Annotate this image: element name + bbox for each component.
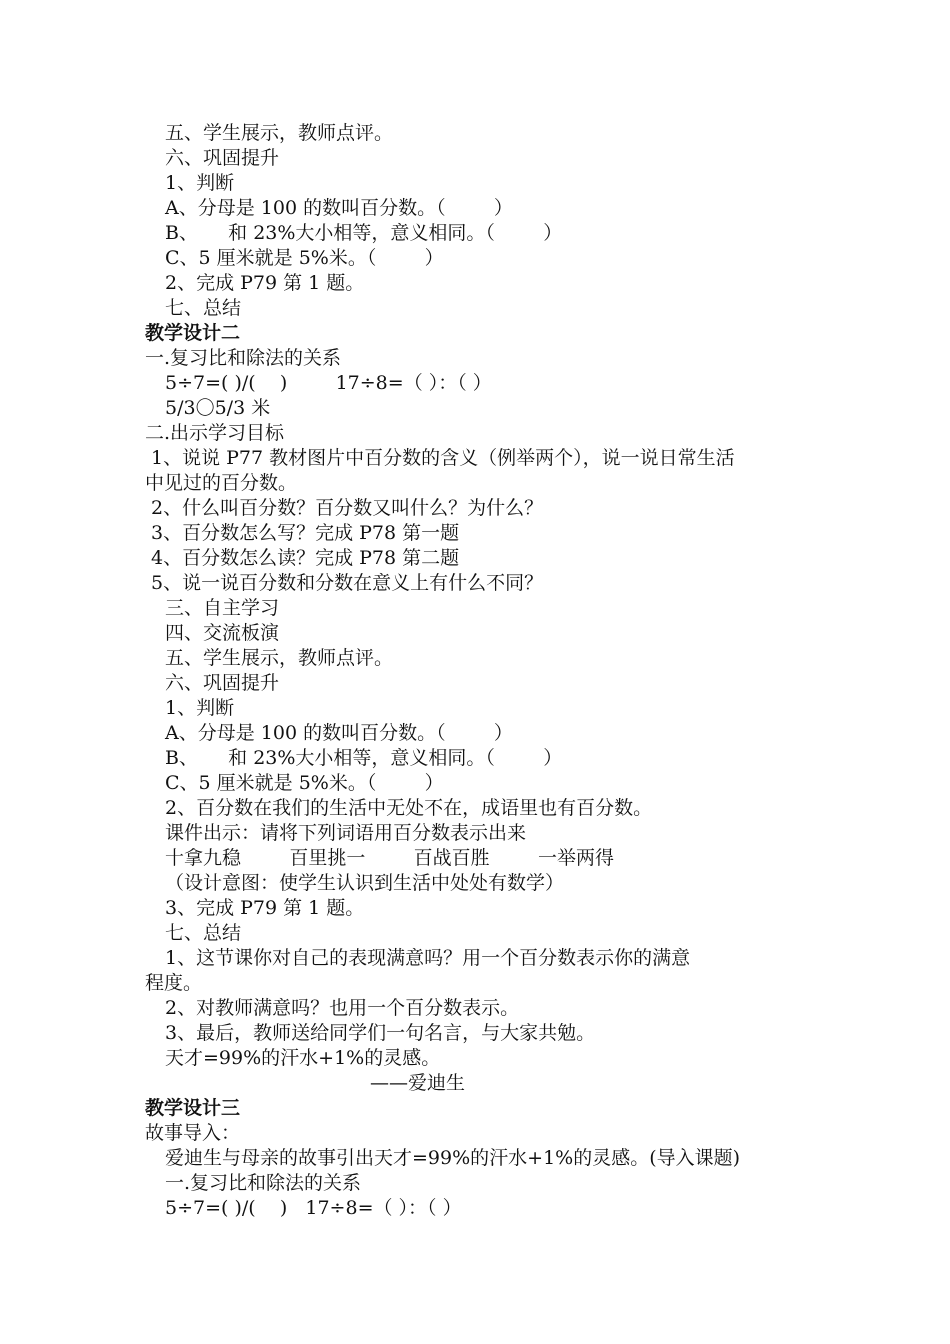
text-line: 1、这节课你对自己的表现满意吗？用一个百分数表示你的满意 [165,947,691,969]
text-line: （设计意图：使学生认识到生活中处处有数学） [165,872,565,894]
text-line: 六、巩固提升 [165,147,280,169]
text-line: C、5 厘米就是 5%米。（ ） [165,247,444,269]
text-line: 故事导入： [145,1122,241,1144]
text-line: 一.复习比和除法的关系 [145,347,342,369]
text-line: A、分母是 100 的数叫百分数。（ ） [165,197,513,219]
text-line: 十拿九稳 百里挑一 百战百胜 一举两得 [165,847,614,869]
text-line: 3、完成 P79 第 1 题。 [165,897,365,919]
text-line: 天才=99%的汗水+1%的灵感。 [165,1047,441,1069]
text-line: 2、完成 P79 第 1 题。 [165,272,365,294]
text-line: 四、交流板演 [165,622,280,644]
text-line: 七、总结 [165,922,242,944]
text-line: 七、总结 [165,297,242,319]
text-line: 2、对教师满意吗？也用一个百分数表示。 [165,997,520,1019]
text-line: 二.出示学习目标 [145,422,285,444]
text-line: 3、最后，教师送给同学们一句名言，与大家共勉。 [165,1022,596,1044]
text-line: 五、学生展示，教师点评。 [165,122,394,144]
section-heading: 教学设计二 [145,322,241,344]
document-page [145,121,825,1221]
text-line: 爱迪生与母亲的故事引出天才=99%的汗水+1%的灵感。(导入课题) [165,1147,741,1169]
text-line: 4、百分数怎么读？完成 P78 第二题 [151,547,460,569]
text-line: 六、巩固提升 [165,672,280,694]
text-line: 三、自主学习 [165,597,280,619]
text-line: 5÷7=( )/( ) 17÷8=（ ）：（ ） [165,372,492,394]
text-line: 程度。 [145,972,203,994]
text-line: 3、百分数怎么写？完成 P78 第一题 [151,522,460,544]
text-line: ——爱迪生 [370,1072,466,1094]
text-line: 2、什么叫百分数？百分数又叫什么？为什么？ [151,497,544,519]
text-line: B、 和 23%大小相等，意义相同。（ ） [165,222,563,244]
text-line: C、5 厘米就是 5%米。（ ） [165,772,444,794]
text-line: 5/3〇5/3 米 [165,397,271,419]
text-line: B、 和 23%大小相等，意义相同。（ ） [165,747,563,769]
text-line: 5、说一说百分数和分数在意义上有什么不同？ [151,572,544,594]
text-line: 中见过的百分数。 [145,472,298,494]
text-line: A、分母是 100 的数叫百分数。（ ） [165,722,513,744]
text-line: 2、百分数在我们的生活中无处不在，成语里也有百分数。 [165,797,653,819]
text-line: 1、判断 [165,697,235,719]
text-line: 课件出示：请将下列词语用百分数表示出来 [165,822,527,844]
section-heading: 教学设计三 [145,1097,241,1119]
text-line: 5÷7=( )/( ) 17÷8=（ ）：（ ） [165,1197,462,1219]
text-line: 五、学生展示，教师点评。 [165,647,394,669]
text-line: 一.复习比和除法的关系 [165,1172,362,1194]
text-line: 1、说说 P77 教材图片中百分数的含义（例举两个），说一说日常生活 [151,447,735,469]
text-line: 1、判断 [165,172,235,194]
